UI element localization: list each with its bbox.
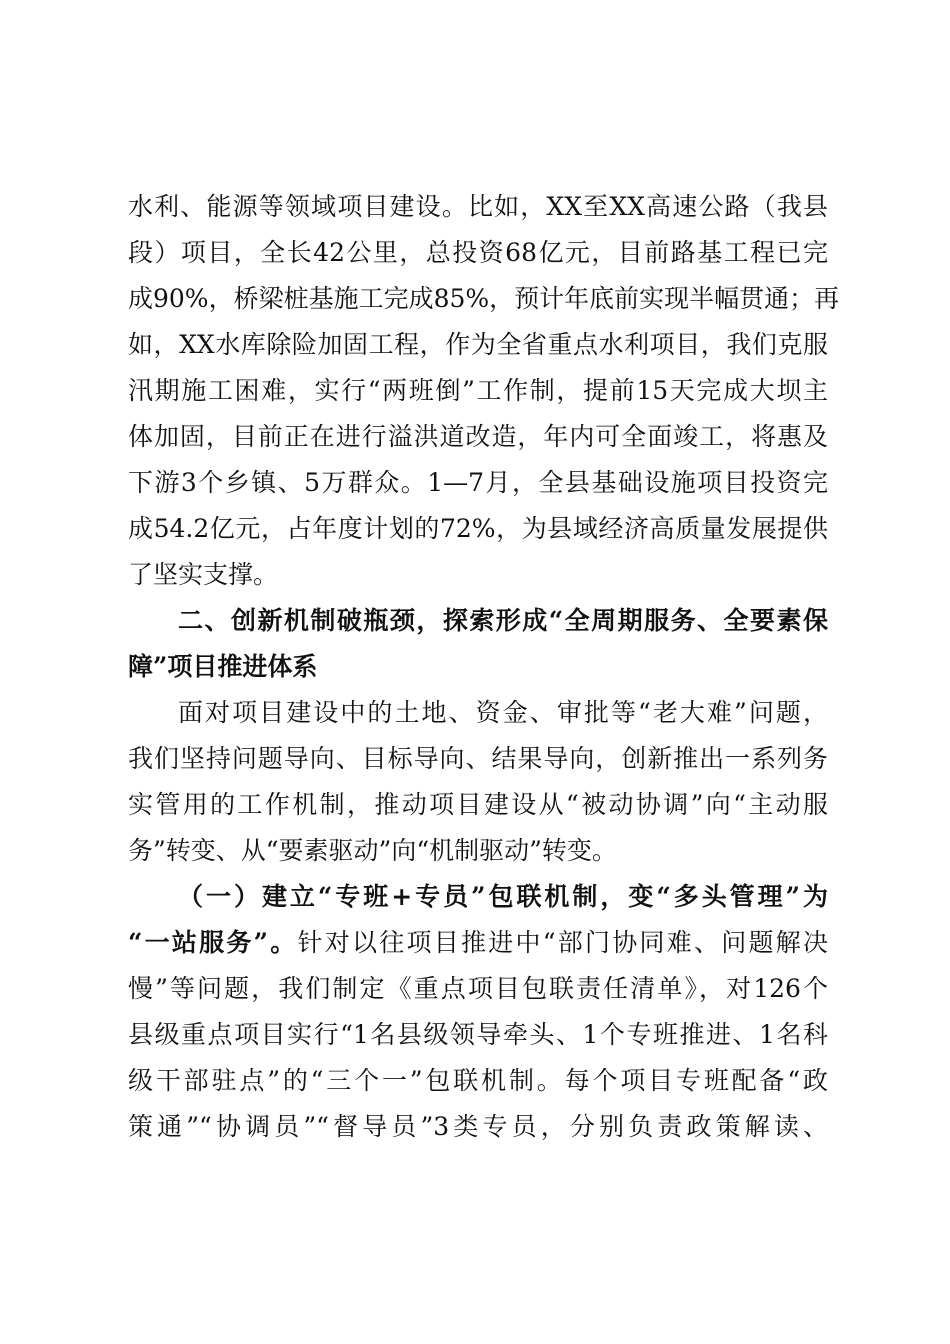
paragraph-line <box>128 923 828 963</box>
paragraph-line: 我们坚持问题导向、目标导向、结果导向，创新推出一系列务 <box>128 744 828 773</box>
paragraph-line: 慢”等问题，我们制定《重点项目包联责任清单》，对126个 <box>128 974 828 1003</box>
paragraph-line: 成90%，桥梁桩基施工完成85%，预计年底前实现半幅贯通；再 <box>128 284 840 313</box>
paragraph-line: 成54.2亿元，占年度计划的72%，为县域经济高质量发展提供 <box>128 514 828 543</box>
section-heading: 二、创新机制破瓶颈，探索形成“全周期服务、全要素保 <box>178 606 828 635</box>
section-heading: 障”项目推进体系 <box>128 652 318 681</box>
paragraph-line: 务”转变、从“要素驱动”向“机制驱动”转变。 <box>128 836 617 865</box>
paragraph-line: 策通”“协调员”“督导员”3类专员，分别负责政策解读、 <box>128 1112 828 1141</box>
paragraph-line: 县级重点项目实行“1名县级领导牵头、1个专班推进、1名科 <box>128 1020 828 1049</box>
paragraph-line: 面对项目建设中的土地、资金、审批等“老大难”问题， <box>178 698 828 727</box>
subsection-heading-tail: “一站服务”。 <box>128 928 298 957</box>
paragraph-line: 级干部驻点”的“三个一”包联机制。每个项目专班配备“政 <box>128 1066 828 1095</box>
paragraph-line: 水利、能源等领域项目建设。比如，XX至XX高速公路（我县 <box>128 192 828 221</box>
paragraph-line: 下游3个乡镇、5万群众。1—7月，全县基础设施项目投资完 <box>128 468 828 497</box>
paragraph-line: 如，XX水库除险加固工程，作为全省重点水利项目，我们克服 <box>128 330 828 359</box>
subsection-heading: （一）建立“专班+专员”包联机制，变“多头管理”为 <box>178 882 828 911</box>
paragraph-line: 实管用的工作机制，推动项目建设从“被动协调”向“主动服 <box>128 790 828 819</box>
paragraph-line: 体加固，目前正在进行溢洪道改造，年内可全面竣工，将惠及 <box>128 422 828 451</box>
paragraph-text: 针对以往项目推进中“部门协同难、问题解决 <box>297 928 828 957</box>
paragraph-line: 段）项目，全长42公里，总投资68亿元，目前路基工程已完 <box>128 238 828 267</box>
paragraph-line: 了坚实支撑。 <box>128 560 279 589</box>
paragraph-line: 汛期施工困难，实行“两班倒”工作制，提前15天完成大坝主 <box>128 376 828 405</box>
